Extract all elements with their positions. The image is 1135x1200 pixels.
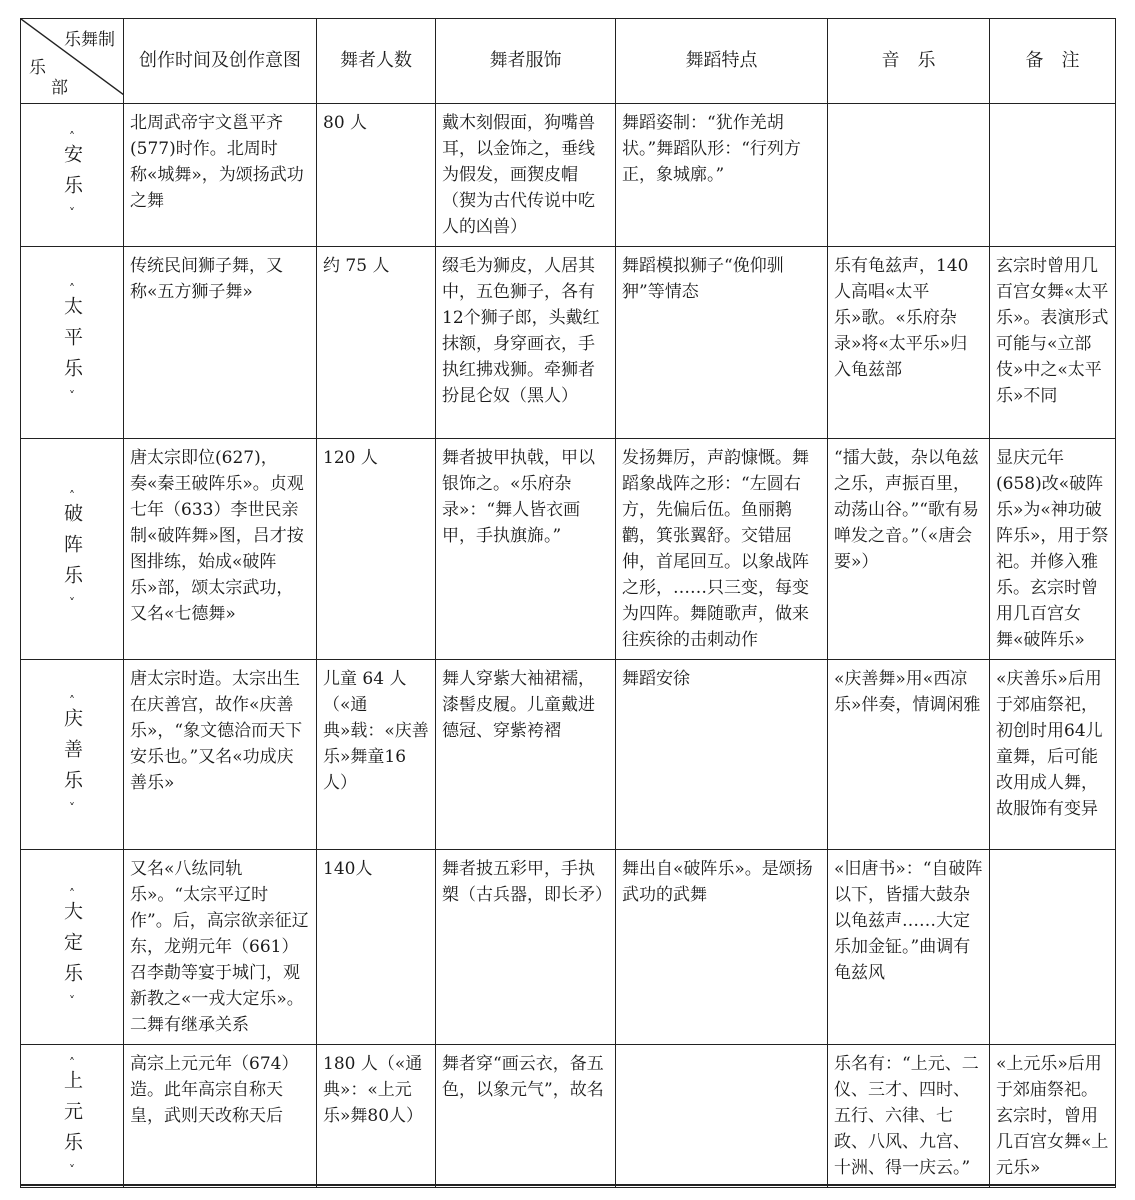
dance-name: 庆善乐 — [61, 708, 83, 801]
table-row — [21, 660, 1116, 850]
dance-name: 安乐 — [61, 144, 83, 206]
header-row — [21, 19, 1116, 104]
corner-top-label: 乐舞制 — [64, 30, 115, 50]
time-cell: 高宗上元元年（674）造。此年高宗自称天皇，武则天改称天后 — [124, 1045, 317, 1188]
feature-cell: 发扬舞厉，声韵慷慨。舞蹈象战阵之形：“左圆右方，先偏后伍。鱼丽鹅鹳，箕张翼舒。交错屈伸，首尾回互。以象战阵之形，……只三变，每变为四阵。舞随歌声，做来往疾徐的击刺动作 — [616, 439, 828, 660]
count-cell: 180 人（«通典»：«上元乐»舞80人） — [317, 1045, 436, 1188]
open-mark: ˄ — [69, 886, 75, 901]
costume-cell: 舞者穿“画云衣，备五色，以象元气”，故名 — [436, 1045, 616, 1188]
feature-cell: 舞蹈模拟狮子“俛仰驯狎”等情态 — [616, 247, 828, 439]
dance-name: 太平乐 — [61, 296, 83, 389]
count-cell: 120 人 — [317, 439, 436, 660]
note-cell — [990, 104, 1116, 247]
header-count: 舞者人数 — [317, 19, 436, 104]
note-cell: «庆善乐»后用于郊庙祭祀，初创时用64儿童舞，后可能改用成人舞，故服饰有变异 — [990, 660, 1116, 850]
time-cell: 唐太宗时造。太宗出生在庆善宫，故作«庆善乐»，“象文德洽而天下安乐也。”又名«功成庆善乐» — [124, 660, 317, 850]
dance-name-cell — [21, 660, 124, 850]
feature-cell: 舞出自«破阵乐»。是颂扬武功的武舞 — [616, 850, 828, 1045]
count-cell: 儿童 64 人（«通典»载：«庆善乐»舞童16人） — [317, 660, 436, 850]
close-mark: ˅ — [69, 206, 75, 220]
note-cell — [990, 850, 1116, 1045]
open-mark: ˄ — [69, 1055, 75, 1070]
costume-cell: 舞者披甲执戟，甲以银饰之。«乐府杂录»：“舞人皆衣画甲，手执旗旆。” — [436, 439, 616, 660]
dance-table — [20, 18, 1116, 1188]
note-cell: «上元乐»后用于郊庙祭祀。玄宗时，曾用几百宫女舞«上元乐» — [990, 1045, 1116, 1188]
dance-name-cell — [21, 1045, 124, 1188]
count-cell: 140人 — [317, 850, 436, 1045]
header-costume: 舞者服饰 — [436, 19, 616, 104]
costume-cell: 戴木刻假面，狗嘴兽耳，以金饰之，垂线为假发，画猰皮帽（猰为古代传说中吃人的凶兽） — [436, 104, 616, 247]
music-cell: “擂大鼓，杂以龟兹之乐，声振百里，动荡山谷。”“歌有易啴发之音。”（«唐会要»） — [828, 439, 990, 660]
close-mark: ˅ — [69, 1162, 75, 1177]
costume-cell: 舞人穿紫大袖裙襦，漆髻皮履。儿童戴进德冠、穿紫袴褶 — [436, 660, 616, 850]
corner-left-label: 乐 — [29, 58, 46, 78]
time-cell: 传统民间狮子舞，又称«五方狮子舞» — [124, 247, 317, 439]
table-row — [21, 247, 1116, 439]
close-mark: ˅ — [69, 595, 75, 610]
close-mark: ˅ — [69, 801, 75, 815]
dance-name: 破阵乐 — [61, 502, 83, 596]
music-cell: «旧唐书»：“自破阵以下，皆擂大鼓杂以龟兹声……大定乐加金钲。”曲调有龟兹风 — [828, 850, 990, 1045]
dance-name-cell — [21, 104, 124, 247]
header-note: 备 注 — [990, 19, 1116, 104]
bottom-rule — [20, 1184, 1115, 1186]
time-cell: 唐太宗即位(627)，奏«秦王破阵乐»。贞观七年（633）李世民亲制«破阵舞»图，吕才按图排练，始成«破阵乐»部，颂太宗武功，又名«七德舞» — [124, 439, 317, 660]
open-mark: ˄ — [69, 282, 75, 296]
dance-name-cell — [21, 850, 124, 1045]
header-feature: 舞蹈特点 — [616, 19, 828, 104]
time-cell: 又名«八纮同轨乐»。“太宗平辽时作”。后，高宗欲亲征辽东，龙朔元年（661）召李勣等宴于城门，观新教之«一戎大定乐»。二舞有继承关系 — [124, 850, 317, 1045]
feature-cell: 舞蹈姿制：“犹作羌胡状。”舞蹈队形：“行列方正，象城廓。” — [616, 104, 828, 247]
table-row — [21, 439, 1116, 660]
header-time: 创作时间及创作意图 — [124, 19, 317, 104]
dance-name: 大定乐 — [61, 900, 83, 994]
music-cell — [828, 104, 990, 247]
count-cell: 80 人 — [317, 104, 436, 247]
header-corner-cell — [21, 19, 124, 104]
open-mark: ˄ — [69, 488, 75, 503]
note-cell: 玄宗时曾用几百宫女舞«太平乐»。表演形式可能与«立部伎»中之«太平乐»不同 — [990, 247, 1116, 439]
corner-bottom-label: 部 — [51, 78, 68, 98]
count-cell: 约 75 人 — [317, 247, 436, 439]
table-row — [21, 1045, 1116, 1188]
music-cell: 乐有龟兹声，140人高唱«太平乐»歌。«乐府杂录»将«太平乐»归入龟兹部 — [828, 247, 990, 439]
feature-cell — [616, 1045, 828, 1188]
note-cell: 显庆元年(658)改«破阵乐»为«神功破阵乐»，用于祭祀。并修入雅乐。玄宗时曾用几百宫女舞«破阵乐» — [990, 439, 1116, 660]
close-mark: ˅ — [69, 389, 75, 403]
costume-cell: 缀毛为狮皮，人居其中，五色狮子，各有12个狮子郎，头戴红抹额，身穿画衣，手执红拂戏狮。牵狮者扮昆仑奴（黑人） — [436, 247, 616, 439]
music-cell: 乐名有：“上元、二仪、三才、四时、五行、六律、七政、八风、九宫、十洲、得一庆云。” — [828, 1045, 990, 1188]
music-cell: «庆善舞»用«西凉乐»伴奏，情调闲雅 — [828, 660, 990, 850]
close-mark: ˅ — [69, 993, 75, 1008]
costume-cell: 舞者披五彩甲，手执槊（古兵器，即长矛） — [436, 850, 616, 1045]
open-mark: ˄ — [69, 694, 75, 708]
dance-name-cell — [21, 439, 124, 660]
open-mark: ˄ — [69, 130, 75, 144]
feature-cell: 舞蹈安徐 — [616, 660, 828, 850]
dance-name-cell — [21, 247, 124, 439]
header-music: 音 乐 — [828, 19, 990, 104]
time-cell: 北周武帝宇文邕平齐(577)时作。北周时称«城舞»，为颂扬武功之舞 — [124, 104, 317, 247]
table-row — [21, 850, 1116, 1045]
dance-name: 上元乐 — [61, 1069, 83, 1163]
table-row — [21, 104, 1116, 247]
